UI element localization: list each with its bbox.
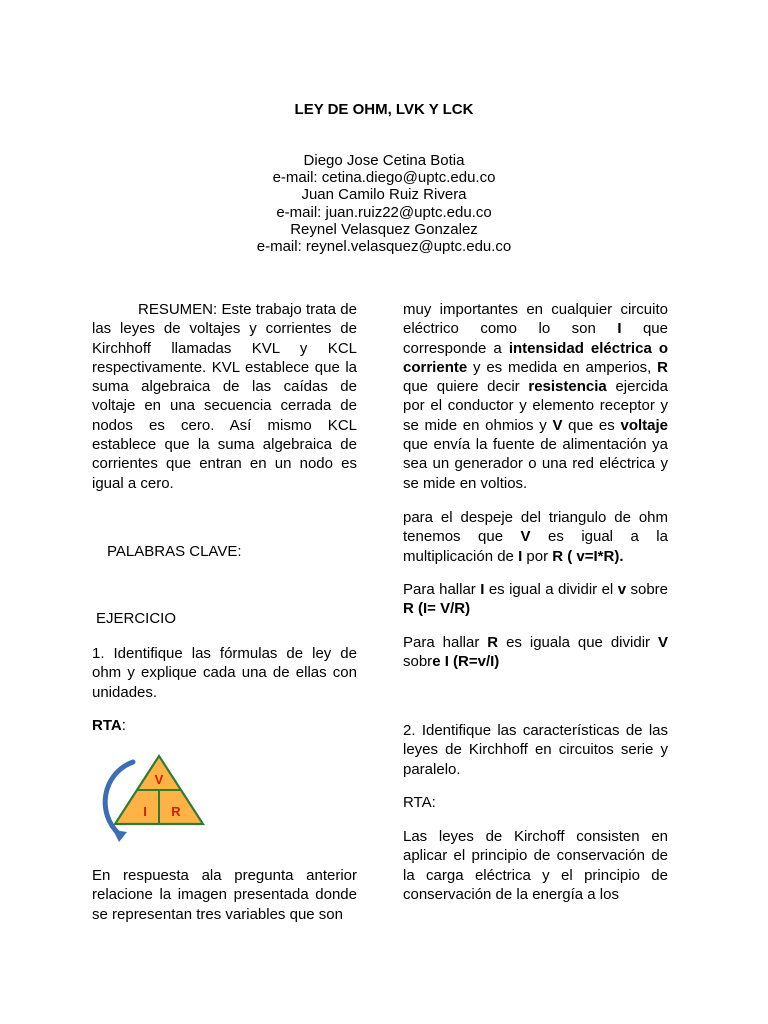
left-column <box>92 300 357 493</box>
answer-label-bold: RTA <box>92 717 122 734</box>
question-1: 1. Identifique las fórmulas de ley de ohm y explique cada una de ellas con unidades. <box>92 645 357 701</box>
voltage-formula-paragraph: para el despeje del triangulo de ohm tenemos que V es igual a la multiplicación de I por R ( v=I*R). <box>403 509 668 565</box>
variables-paragraph: muy importantes en cualquier circuito eléctrico como lo son I que corresponde a intensidad eléctrica o corriente y es medida en amperios, R que quiere decir resistencia ejercida por el conductor y elemento receptor y se mide en ohmios y V que es voltaje que envía la fuente de alimentación ya sea un generador o una red eléctrica y se mide en voltios. <box>403 301 669 492</box>
kirchhoff-paragraph: Las leyes de Kirchoff consisten en aplicar el principio de conservación de la carga eléctrica y el principio de conservación de la energía a los <box>403 828 668 903</box>
response-paragraph: En respuesta ala pregunta anterior relacione la imagen presentada donde se representan tres variables que son <box>92 867 357 923</box>
resistance-formula-paragraph: Para hallar R es iguala que dividir V sobre I (R=v/I) <box>403 634 668 671</box>
exercise-heading: EJERCICIO <box>96 610 177 627</box>
question-2: 2. Identifique las características de las leyes de Kirchhoff en circuitos serie y paralelo. <box>403 722 668 778</box>
author-name: Juan Camilo Ruiz Rivera <box>301 186 467 204</box>
author-name: Diego Jose Cetina Botia <box>303 152 465 169</box>
author-email: e-mail: reynel.velasquez@uptc.edu.co <box>256 238 512 256</box>
author-email: e-mail: cetina.diego@uptc.edu.co <box>272 169 496 187</box>
author-email: e-mail: juan.ruiz22@uptc.edu.co <box>276 203 492 221</box>
current-formula-paragraph: Para hallar I es igual a dividir el v sobre R (I= V/R) <box>403 581 668 618</box>
author-block <box>0 152 768 255</box>
ohm-triangle-image <box>97 752 217 844</box>
arrow-head-icon <box>113 830 127 842</box>
abstract-paragraph: RESUMEN: Este trabajo trata de las leyes de voltajes y corrientes de Kirchhoff llamadas KVL y KCL respectivamente. KVL establece que la suma algebraica de las caídas de voltaje en una secuencia cerrada de nodos es cero. Así mismo KCL establece que la suma algebraica de corrientes que entran en un nodo es igual a cero. <box>92 301 357 492</box>
answer-2-label: RTA: <box>403 794 436 811</box>
document-title: LEY DE OHM, LVK Y LCK <box>294 101 474 118</box>
triangle-letter-i: I <box>143 804 147 819</box>
triangle-letter-r: R <box>171 804 181 819</box>
answer-label <box>92 717 126 734</box>
triangle-letter-v: V <box>154 772 164 787</box>
keywords-heading: PALABRAS CLAVE: <box>107 543 242 560</box>
answer-label-colon: : <box>121 717 126 734</box>
author-name: Reynel Velasquez Gonzalez <box>290 220 478 238</box>
